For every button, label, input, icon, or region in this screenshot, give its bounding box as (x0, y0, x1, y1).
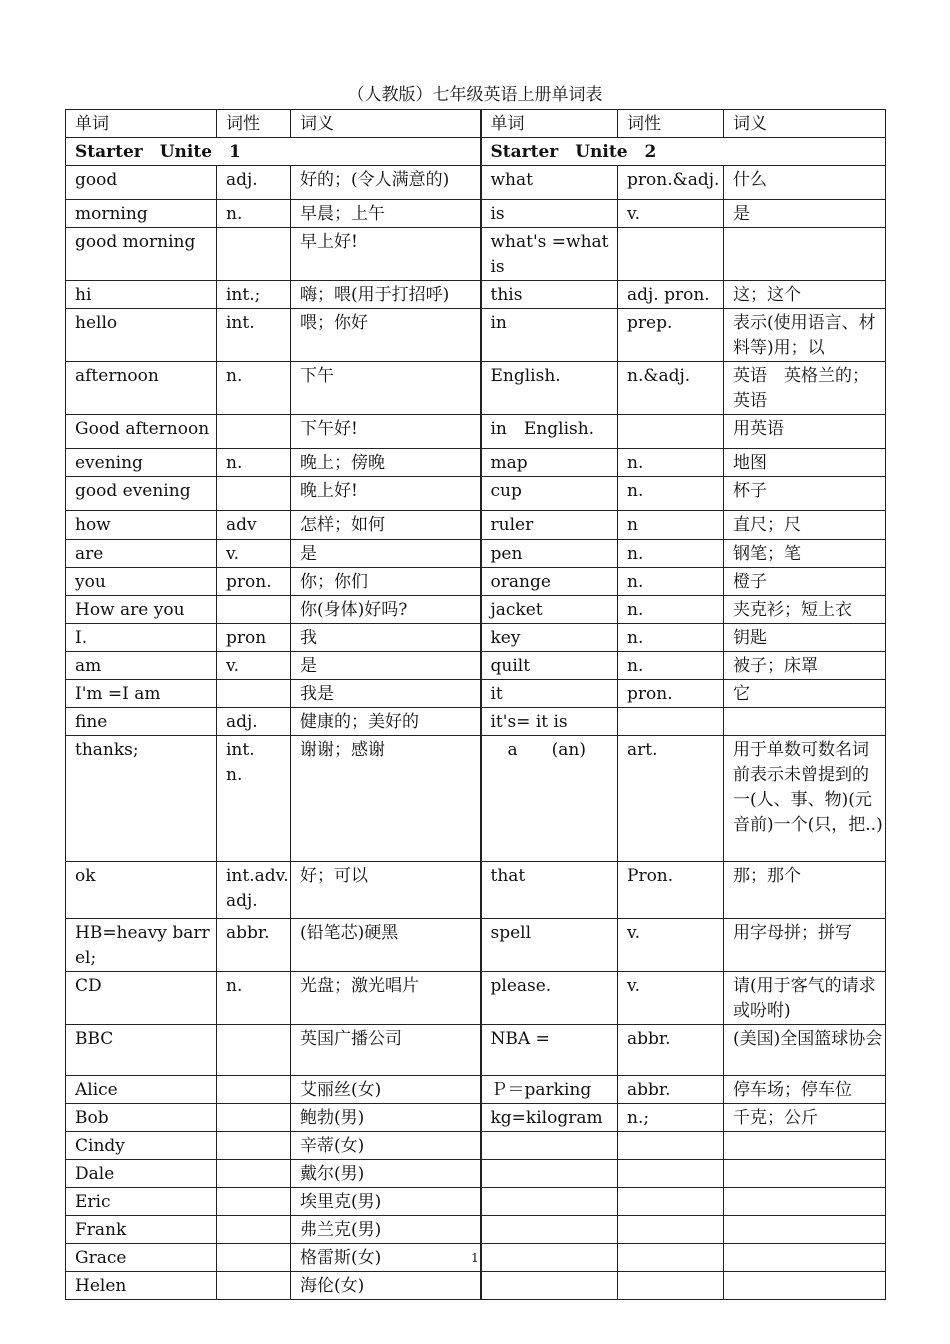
vocab-pos-right (618, 1216, 724, 1244)
vocab-word-left: morning (66, 200, 217, 228)
vocab-pos-left: int.; (217, 281, 291, 309)
vocab-pos-left: adv (217, 511, 291, 540)
vocab-pos-left: n. (217, 972, 291, 1025)
vocab-row (66, 228, 886, 281)
vocab-row (66, 449, 886, 477)
vocab-meaning-right: 夹克衫；短上衣 (724, 596, 886, 624)
vocab-pos-right: n (618, 511, 724, 540)
vocab-pos-right: adj. pron. (618, 281, 724, 309)
vocab-meaning-left: 我 (291, 624, 481, 652)
header-word: 单词 (481, 110, 618, 138)
vocab-meaning-left: 你(身体)好吗? (291, 596, 481, 624)
vocab-pos-left: pron (217, 624, 291, 652)
vocab-word-right (481, 1216, 618, 1244)
vocab-word-left: evening (66, 449, 217, 477)
vocab-word-right: key (481, 624, 618, 652)
vocab-meaning-left: (铅笔芯)硬黑 (291, 919, 481, 972)
vocab-meaning-right (724, 1160, 886, 1188)
vocab-meaning-right: 请(用于客气的请求或吩咐) (724, 972, 886, 1025)
vocab-row (66, 1076, 886, 1104)
vocab-word-left: I. (66, 624, 217, 652)
vocab-pos-left: n. (217, 449, 291, 477)
vocab-meaning-left: 早上好! (291, 228, 481, 281)
vocab-meaning-left: 健康的；美好的 (291, 708, 481, 736)
vocab-meaning-right: 那；那个 (724, 862, 886, 919)
vocab-pos-left: abbr. (217, 919, 291, 972)
vocab-row (66, 1132, 886, 1160)
vocab-pos-left: n. (217, 200, 291, 228)
header-meaning: 词义 (724, 110, 886, 138)
vocab-meaning-left: 怎样；如何 (291, 511, 481, 540)
vocab-row (66, 362, 886, 415)
vocab-pos-left: v. (217, 652, 291, 680)
vocab-row (66, 972, 886, 1025)
vocab-meaning-left: 我是 (291, 680, 481, 708)
vocab-meaning-left: 谢谢；感谢 (291, 736, 481, 862)
vocab-pos-left (217, 1160, 291, 1188)
vocab-word-left: Good afternoon (66, 415, 217, 449)
header-meaning: 词义 (291, 110, 481, 138)
vocab-word-right: is (481, 200, 618, 228)
vocab-word-left: Helen (66, 1272, 217, 1300)
vocab-word-left: How are you (66, 596, 217, 624)
vocab-word-left: are (66, 540, 217, 568)
vocab-meaning-right: 直尺；尺 (724, 511, 886, 540)
vocab-pos-left (217, 228, 291, 281)
header-word: 单词 (66, 110, 217, 138)
vocab-row (66, 540, 886, 568)
vocab-word-right: a (an) (481, 736, 618, 862)
vocab-meaning-right: 钥匙 (724, 624, 886, 652)
vocab-meaning-left: 海伦(女) (291, 1272, 481, 1300)
vocab-word-right: it (481, 680, 618, 708)
vocab-word-right: in English. (481, 415, 618, 449)
vocab-pos-left (217, 1076, 291, 1104)
vocab-row (66, 1160, 886, 1188)
vocab-pos-right: Pron. (618, 862, 724, 919)
vocab-meaning-left: 弗兰克(男) (291, 1216, 481, 1244)
vocab-meaning-left: 嗨；喂(用于打招呼) (291, 281, 481, 309)
vocab-word-left: good (66, 166, 217, 200)
vocab-pos-right: n. (618, 624, 724, 652)
page-title: （人教版）七年级英语上册单词表 (347, 85, 603, 105)
vocab-meaning-right: 这；这个 (724, 281, 886, 309)
vocab-word-right: orange (481, 568, 618, 596)
vocab-row (66, 1272, 886, 1300)
vocab-pos-right: prep. (618, 309, 724, 362)
vocab-word-left: ok (66, 862, 217, 919)
vocab-pos-right (618, 228, 724, 281)
vocab-row (66, 919, 886, 972)
vocab-row (66, 477, 886, 511)
vocab-meaning-left: 下午 (291, 362, 481, 415)
vocab-pos-right: pron.&adj. (618, 166, 724, 200)
vocab-word-left: Cindy (66, 1132, 217, 1160)
vocab-meaning-right: 钢笔；笔 (724, 540, 886, 568)
vocab-word-right: quilt (481, 652, 618, 680)
vocab-word-right: please. (481, 972, 618, 1025)
vocab-word-left: HB=heavy barrel; (66, 919, 217, 972)
vocab-row (66, 511, 886, 540)
vocab-row (66, 624, 886, 652)
unit-heading-row (66, 138, 886, 166)
vocab-meaning-right: 地图 (724, 449, 886, 477)
vocab-meaning-left: 埃里克(男) (291, 1188, 481, 1216)
vocab-meaning-right: 是 (724, 200, 886, 228)
vocab-meaning-right: 用于单数可数名词前表示未曾提到的一(人、事、物)(元音前)一个(只，把..) (724, 736, 886, 862)
vocab-word-right (481, 1160, 618, 1188)
header-row (66, 110, 886, 138)
vocab-meaning-right: 英语 英格兰的；英语 (724, 362, 886, 415)
vocab-pos-right (618, 415, 724, 449)
vocab-word-left: good evening (66, 477, 217, 511)
vocab-word-left: CD (66, 972, 217, 1025)
vocab-meaning-left: 好；可以 (291, 862, 481, 919)
vocab-meaning-left: 下午好! (291, 415, 481, 449)
vocab-pos-right: n. (618, 652, 724, 680)
vocab-pos-left: v. (217, 540, 291, 568)
vocab-word-right: what's =what is (481, 228, 618, 281)
vocab-word-right: in (481, 309, 618, 362)
vocab-pos-right: n. (618, 477, 724, 511)
vocab-meaning-left: 戴尔(男) (291, 1160, 481, 1188)
vocab-row (66, 736, 886, 862)
vocab-word-right (481, 1188, 618, 1216)
vocab-word-right: what (481, 166, 618, 200)
vocab-meaning-left: 你；你们 (291, 568, 481, 596)
vocab-pos-left: int.adv. adj. (217, 862, 291, 919)
unit-heading: Starter Unite 1 (66, 138, 481, 166)
vocab-meaning-left: 喂；你好 (291, 309, 481, 362)
vocab-pos-right: abbr. (618, 1025, 724, 1076)
vocab-meaning-left: 英国广播公司 (291, 1025, 481, 1076)
unit-heading: Starter Unite 2 (481, 138, 886, 166)
vocab-row (66, 1104, 886, 1132)
vocab-pos-left (217, 1216, 291, 1244)
vocab-row (66, 652, 886, 680)
vocab-meaning-left: 光盘；激光唱片 (291, 972, 481, 1025)
vocab-meaning-right: 什么 (724, 166, 886, 200)
vocab-meaning-right: 杯子 (724, 477, 886, 511)
vocab-meaning-right: 它 (724, 680, 886, 708)
vocab-pos-right: n. (618, 540, 724, 568)
vocab-row (66, 708, 886, 736)
vocab-pos-right (618, 708, 724, 736)
vocab-pos-left (217, 596, 291, 624)
vocab-word-left: good morning (66, 228, 217, 281)
vocab-meaning-right (724, 708, 886, 736)
vocab-pos-left: pron. (217, 568, 291, 596)
vocab-pos-left (217, 1188, 291, 1216)
vocab-word-right: NBA = (481, 1025, 618, 1076)
vocab-word-left: Eric (66, 1188, 217, 1216)
vocab-meaning-right (724, 228, 886, 281)
vocab-meaning-right: (美国)全国篮球协会 (724, 1025, 886, 1076)
vocab-word-left: BBC (66, 1025, 217, 1076)
vocab-word-left: Frank (66, 1216, 217, 1244)
vocab-pos-left (217, 1132, 291, 1160)
vocab-word-right: jacket (481, 596, 618, 624)
vocab-pos-right (618, 1160, 724, 1188)
vocab-meaning-right (724, 1272, 886, 1300)
vocab-row (66, 309, 886, 362)
vocab-pos-right: v. (618, 972, 724, 1025)
vocab-meaning-left: 晚上；傍晚 (291, 449, 481, 477)
vocab-word-left: Alice (66, 1076, 217, 1104)
vocab-meaning-left: 是 (291, 540, 481, 568)
vocab-pos-left (217, 1025, 291, 1076)
vocab-word-left: am (66, 652, 217, 680)
header-pos: 词性 (217, 110, 291, 138)
vocab-word-left: I'm =I am (66, 680, 217, 708)
vocab-word-right (481, 1272, 618, 1300)
vocabulary-table (65, 109, 886, 1300)
vocab-pos-right: n. (618, 596, 724, 624)
vocab-pos-right: n. (618, 568, 724, 596)
vocab-pos-left (217, 477, 291, 511)
vocab-row (66, 281, 886, 309)
vocab-pos-right: art. (618, 736, 724, 862)
vocab-row (66, 596, 886, 624)
vocab-word-right: that (481, 862, 618, 919)
header-pos: 词性 (618, 110, 724, 138)
vocab-pos-left: int. (217, 309, 291, 362)
vocab-meaning-right: 被子；床罩 (724, 652, 886, 680)
vocab-meaning-left: 辛蒂(女) (291, 1132, 481, 1160)
vocab-meaning-right: 表示(使用语言、材料等)用；以 (724, 309, 886, 362)
vocab-row (66, 568, 886, 596)
vocab-meaning-left: 鲍勃(男) (291, 1104, 481, 1132)
vocab-row (66, 200, 886, 228)
vocab-pos-right (618, 1272, 724, 1300)
vocab-word-right: this (481, 281, 618, 309)
vocab-meaning-right: 千克；公斤 (724, 1104, 886, 1132)
vocab-word-right: English. (481, 362, 618, 415)
vocab-pos-right: n.&adj. (618, 362, 724, 415)
vocab-meaning-right (724, 1188, 886, 1216)
vocab-word-left: you (66, 568, 217, 596)
vocab-pos-right: n.; (618, 1104, 724, 1132)
vocab-row (66, 1025, 886, 1076)
vocab-pos-right: abbr. (618, 1076, 724, 1104)
vocab-row (66, 1216, 886, 1244)
vocab-meaning-left: 好的；(令人满意的) (291, 166, 481, 200)
vocab-meaning-left: 艾丽丝(女) (291, 1076, 481, 1104)
vocab-pos-left (217, 415, 291, 449)
vocab-row (66, 862, 886, 919)
vocab-meaning-right: 用英语 (724, 415, 886, 449)
vocab-pos-left: adj. (217, 166, 291, 200)
vocab-meaning-right: 橙子 (724, 568, 886, 596)
vocab-word-left: fine (66, 708, 217, 736)
vocab-meaning-left: 格雷斯(女) (291, 1244, 481, 1272)
vocab-word-left: how (66, 511, 217, 540)
vocab-pos-right: pron. (618, 680, 724, 708)
vocab-word-right: spell (481, 919, 618, 972)
vocab-pos-right (618, 1188, 724, 1216)
vocab-pos-left (217, 680, 291, 708)
vocab-row (66, 1188, 886, 1216)
vocab-meaning-left: 晚上好! (291, 477, 481, 511)
vocab-pos-left: int. n. (217, 736, 291, 862)
vocab-word-right: cup (481, 477, 618, 511)
vocab-pos-left: n. (217, 362, 291, 415)
vocab-pos-right: v. (618, 200, 724, 228)
vocab-word-right: pen (481, 540, 618, 568)
page-number: 1 (471, 1251, 479, 1265)
vocab-meaning-right (724, 1132, 886, 1160)
vocab-meaning-right (724, 1216, 886, 1244)
vocab-word-left: hi (66, 281, 217, 309)
vocab-meaning-right: 用字母拼；拼写 (724, 919, 886, 972)
vocab-pos-right: n. (618, 449, 724, 477)
vocab-word-left: afternoon (66, 362, 217, 415)
vocab-row (66, 166, 886, 200)
vocab-pos-right: v. (618, 919, 724, 972)
vocab-word-left: Bob (66, 1104, 217, 1132)
vocab-word-right: Ｐ＝parking (481, 1076, 618, 1104)
vocab-word-left: Grace (66, 1244, 217, 1272)
vocab-row (66, 415, 886, 449)
vocab-pos-left: adj. (217, 708, 291, 736)
vocab-word-right: kg=kilogram (481, 1104, 618, 1132)
vocab-row (66, 680, 886, 708)
vocab-word-right: it's= it is (481, 708, 618, 736)
vocab-word-left: thanks; (66, 736, 217, 862)
vocab-meaning-left: 早晨；上午 (291, 200, 481, 228)
vocab-word-right: map (481, 449, 618, 477)
vocab-meaning-left: 是 (291, 652, 481, 680)
vocab-word-left: hello (66, 309, 217, 362)
vocab-pos-left (217, 1272, 291, 1300)
vocab-meaning-right: 停车场；停车位 (724, 1076, 886, 1104)
vocab-word-right: ruler (481, 511, 618, 540)
vocab-pos-left (217, 1104, 291, 1132)
vocab-word-left: Dale (66, 1160, 217, 1188)
vocab-pos-right (618, 1132, 724, 1160)
vocab-word-right (481, 1132, 618, 1160)
